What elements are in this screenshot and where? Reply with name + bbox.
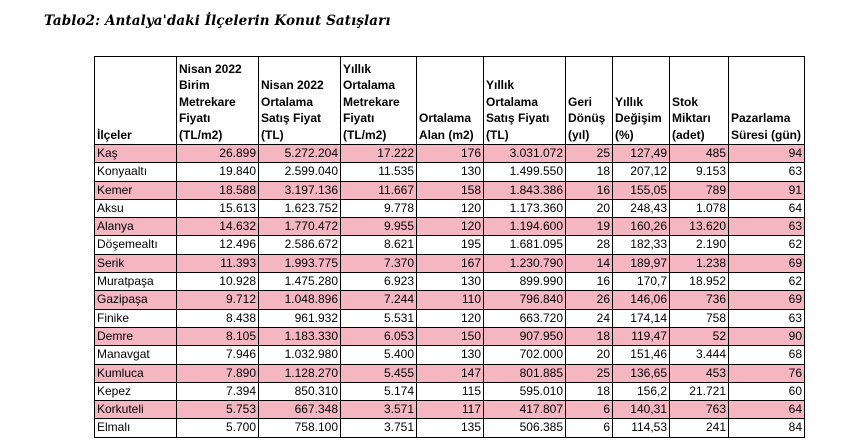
annual-sale-price-cell: 907.950 <box>484 327 566 345</box>
payback-cell: 19 <box>566 218 613 236</box>
annual-sale-price-cell: 1.681.095 <box>484 236 566 254</box>
annual-sale-price-cell: 899.990 <box>484 273 566 291</box>
marketing-duration-cell: 63 <box>729 163 805 181</box>
unit-price-cell: 9.712 <box>177 291 259 309</box>
marketing-duration-cell: 69 <box>729 254 805 272</box>
avg-area-cell: 120 <box>417 199 484 217</box>
annual-change-cell: 156,2 <box>613 382 670 400</box>
table-row <box>95 236 805 254</box>
annual-change-cell: 248,43 <box>613 199 670 217</box>
avg-sale-price-cell: 1.993.775 <box>259 254 341 272</box>
avg-sale-price-cell: 1.475.280 <box>259 273 341 291</box>
district-cell: Döşemealtı <box>95 236 177 254</box>
unit-price-cell: 11.393 <box>177 254 259 272</box>
avg-area-cell: 167 <box>417 254 484 272</box>
avg-sale-price-cell: 1.770.472 <box>259 218 341 236</box>
annual-sqm-price-cell: 3.571 <box>341 401 417 419</box>
annual-sale-price-cell: 1.499.550 <box>484 163 566 181</box>
stock-cell: 52 <box>670 327 729 345</box>
district-cell: Demre <box>95 327 177 345</box>
unit-price-cell: 7.890 <box>177 364 259 382</box>
avg-sale-price-cell: 1.128.270 <box>259 364 341 382</box>
payback-cell: 16 <box>566 273 613 291</box>
marketing-duration-cell: 60 <box>729 382 805 400</box>
annual-change-cell: 140,31 <box>613 401 670 419</box>
annual-sqm-price-cell: 9.955 <box>341 218 417 236</box>
stock-cell: 21.721 <box>670 382 729 400</box>
annual-change-cell: 170,7 <box>613 273 670 291</box>
annual-sqm-price-cell: 8.621 <box>341 236 417 254</box>
district-cell: Elmalı <box>95 419 177 437</box>
district-cell: Kaş <box>95 145 177 163</box>
stock-cell: 241 <box>670 419 729 437</box>
avg-area-cell: 135 <box>417 419 484 437</box>
payback-cell: 14 <box>566 254 613 272</box>
annual-change-cell: 155,05 <box>613 181 670 199</box>
payback-cell: 25 <box>566 145 613 163</box>
table-row <box>95 163 805 181</box>
table-body <box>95 145 805 438</box>
annual-sqm-price-cell: 5.531 <box>341 309 417 327</box>
avg-sale-price-cell: 5.272.204 <box>259 145 341 163</box>
annual-sqm-price-cell: 6.053 <box>341 327 417 345</box>
avg-sale-price-cell: 961.932 <box>259 309 341 327</box>
annual-sqm-price-cell: 17.222 <box>341 145 417 163</box>
avg-area-cell: 195 <box>417 236 484 254</box>
stock-cell: 736 <box>670 291 729 309</box>
annual-change-cell: 114,53 <box>613 419 670 437</box>
annual-change-cell: 151,46 <box>613 346 670 364</box>
district-cell: Alanya <box>95 218 177 236</box>
annual-sale-price-cell: 663.720 <box>484 309 566 327</box>
unit-price-cell: 5.700 <box>177 419 259 437</box>
district-cell: Finike <box>95 309 177 327</box>
housing-sales-table <box>94 56 805 438</box>
annual-sqm-price-cell: 7.370 <box>341 254 417 272</box>
table-row <box>95 419 805 437</box>
table-row <box>95 382 805 400</box>
marketing-duration-cell: 62 <box>729 273 805 291</box>
district-cell: Korkuteli <box>95 401 177 419</box>
marketing-duration-cell: 84 <box>729 419 805 437</box>
table-row <box>95 199 805 217</box>
marketing-duration-cell: 63 <box>729 309 805 327</box>
annual-sqm-price-cell: 5.400 <box>341 346 417 364</box>
district-cell: Konyaaltı <box>95 163 177 181</box>
annual-sale-price-cell: 1.194.600 <box>484 218 566 236</box>
avg-sale-price-cell: 1.623.752 <box>259 199 341 217</box>
unit-price-cell: 5.753 <box>177 401 259 419</box>
table-row <box>95 145 805 163</box>
annual-change-cell: 174,14 <box>613 309 670 327</box>
avg-sale-price-cell: 1.183.330 <box>259 327 341 345</box>
unit-price-cell: 8.438 <box>177 309 259 327</box>
annual-change-cell: 182,33 <box>613 236 670 254</box>
avg-sale-price-cell: 1.032.980 <box>259 346 341 364</box>
district-cell: Kemer <box>95 181 177 199</box>
annual-change-cell: 207,12 <box>613 163 670 181</box>
avg-area-cell: 117 <box>417 401 484 419</box>
avg-area-cell: 120 <box>417 309 484 327</box>
district-cell: Muratpaşa <box>95 273 177 291</box>
col-header-stock-count: Stok Miktarı (adet) <box>670 57 729 145</box>
annual-sqm-price-cell: 5.455 <box>341 364 417 382</box>
stock-cell: 13.620 <box>670 218 729 236</box>
avg-sale-price-cell: 3.197.136 <box>259 181 341 199</box>
table-row <box>95 181 805 199</box>
col-header-annual-change: Yıllık Değişim (%) <box>613 57 670 145</box>
avg-area-cell: 150 <box>417 327 484 345</box>
payback-cell: 16 <box>566 181 613 199</box>
avg-area-cell: 130 <box>417 273 484 291</box>
annual-sale-price-cell: 3.031.072 <box>484 145 566 163</box>
annual-change-cell: 127,49 <box>613 145 670 163</box>
annual-sqm-price-cell: 9.778 <box>341 199 417 217</box>
avg-area-cell: 158 <box>417 181 484 199</box>
marketing-duration-cell: 76 <box>729 364 805 382</box>
stock-cell: 758 <box>670 309 729 327</box>
stock-cell: 18.952 <box>670 273 729 291</box>
stock-cell: 2.190 <box>670 236 729 254</box>
unit-price-cell: 18.588 <box>177 181 259 199</box>
stock-cell: 9.153 <box>670 163 729 181</box>
marketing-duration-cell: 68 <box>729 346 805 364</box>
table-caption: Tablo2: Antalya'daki İlçelerin Konut Satışları <box>44 13 391 29</box>
col-header-unit-price-apr-2022: Nisan 2022 Birim Metrekare Fiyatı (TL/m2) <box>177 57 259 145</box>
marketing-duration-cell: 64 <box>729 401 805 419</box>
unit-price-cell: 19.840 <box>177 163 259 181</box>
table-row <box>95 346 805 364</box>
payback-cell: 20 <box>566 346 613 364</box>
avg-sale-price-cell: 667.348 <box>259 401 341 419</box>
col-header-annual-avg-sale-price: Yıllık Ortalama Satış Fiyatı (TL) <box>484 57 566 145</box>
payback-cell: 26 <box>566 291 613 309</box>
district-cell: Kumluca <box>95 364 177 382</box>
stock-cell: 3.444 <box>670 346 729 364</box>
district-cell: Kepez <box>95 382 177 400</box>
annual-sale-price-cell: 1.173.360 <box>484 199 566 217</box>
unit-price-cell: 14.632 <box>177 218 259 236</box>
col-header-avg-sale-price-apr-2022: Nisan 2022 Ortalama Satış Fiyat (TL) <box>259 57 341 145</box>
marketing-duration-cell: 69 <box>729 291 805 309</box>
col-header-avg-area: Ortalama Alan (m2) <box>417 57 484 145</box>
payback-cell: 20 <box>566 199 613 217</box>
table-row <box>95 364 805 382</box>
avg-area-cell: 130 <box>417 163 484 181</box>
avg-area-cell: 147 <box>417 364 484 382</box>
unit-price-cell: 15.613 <box>177 199 259 217</box>
payback-cell: 25 <box>566 364 613 382</box>
marketing-duration-cell: 90 <box>729 327 805 345</box>
avg-sale-price-cell: 1.048.896 <box>259 291 341 309</box>
stock-cell: 789 <box>670 181 729 199</box>
annual-sale-price-cell: 801.885 <box>484 364 566 382</box>
unit-price-cell: 10.928 <box>177 273 259 291</box>
annual-sqm-price-cell: 11.667 <box>341 181 417 199</box>
table-row <box>95 327 805 345</box>
avg-area-cell: 120 <box>417 218 484 236</box>
stock-cell: 763 <box>670 401 729 419</box>
unit-price-cell: 8.105 <box>177 327 259 345</box>
unit-price-cell: 7.394 <box>177 382 259 400</box>
annual-sqm-price-cell: 7.244 <box>341 291 417 309</box>
header-row <box>95 57 805 145</box>
unit-price-cell: 26.899 <box>177 145 259 163</box>
marketing-duration-cell: 91 <box>729 181 805 199</box>
annual-change-cell: 189,97 <box>613 254 670 272</box>
avg-sale-price-cell: 850.310 <box>259 382 341 400</box>
annual-sale-price-cell: 1.230.790 <box>484 254 566 272</box>
payback-cell: 6 <box>566 401 613 419</box>
annual-sale-price-cell: 796.840 <box>484 291 566 309</box>
annual-sale-price-cell: 1.843.386 <box>484 181 566 199</box>
district-cell: Manavgat <box>95 346 177 364</box>
table-row <box>95 273 805 291</box>
district-cell: Serik <box>95 254 177 272</box>
annual-change-cell: 160,26 <box>613 218 670 236</box>
stock-cell: 1.078 <box>670 199 729 217</box>
district-cell: Gazipaşa <box>95 291 177 309</box>
avg-area-cell: 110 <box>417 291 484 309</box>
table-row <box>95 309 805 327</box>
annual-change-cell: 146,06 <box>613 291 670 309</box>
annual-sale-price-cell: 417.807 <box>484 401 566 419</box>
annual-sqm-price-cell: 6.923 <box>341 273 417 291</box>
unit-price-cell: 7.946 <box>177 346 259 364</box>
avg-area-cell: 115 <box>417 382 484 400</box>
district-cell: Aksu <box>95 199 177 217</box>
col-header-marketing-duration: Pazarlama Süresi (gün) <box>729 57 805 145</box>
col-header-district: İlçeler <box>95 57 177 145</box>
marketing-duration-cell: 94 <box>729 145 805 163</box>
payback-cell: 18 <box>566 163 613 181</box>
table-row <box>95 218 805 236</box>
annual-change-cell: 136,65 <box>613 364 670 382</box>
marketing-duration-cell: 62 <box>729 236 805 254</box>
col-header-payback-years: Geri Dönüş (yıl) <box>566 57 613 145</box>
table-row <box>95 254 805 272</box>
payback-cell: 18 <box>566 327 613 345</box>
unit-price-cell: 12.496 <box>177 236 259 254</box>
stock-cell: 1.238 <box>670 254 729 272</box>
annual-sale-price-cell: 702.000 <box>484 346 566 364</box>
annual-change-cell: 119,47 <box>613 327 670 345</box>
marketing-duration-cell: 63 <box>729 218 805 236</box>
payback-cell: 6 <box>566 419 613 437</box>
avg-area-cell: 130 <box>417 346 484 364</box>
avg-sale-price-cell: 758.100 <box>259 419 341 437</box>
annual-sale-price-cell: 595.010 <box>484 382 566 400</box>
avg-sale-price-cell: 2.586.672 <box>259 236 341 254</box>
table-row <box>95 291 805 309</box>
payback-cell: 24 <box>566 309 613 327</box>
marketing-duration-cell: 64 <box>729 199 805 217</box>
stock-cell: 485 <box>670 145 729 163</box>
avg-area-cell: 176 <box>417 145 484 163</box>
table-row <box>95 401 805 419</box>
payback-cell: 18 <box>566 382 613 400</box>
avg-sale-price-cell: 2.599.040 <box>259 163 341 181</box>
annual-sqm-price-cell: 11.535 <box>341 163 417 181</box>
annual-sqm-price-cell: 3.751 <box>341 419 417 437</box>
col-header-annual-avg-sqm-price: Yıllık Ortalama Metrekare Fiyatı (TL/m2) <box>341 57 417 145</box>
payback-cell: 28 <box>566 236 613 254</box>
annual-sale-price-cell: 506.385 <box>484 419 566 437</box>
annual-sqm-price-cell: 5.174 <box>341 382 417 400</box>
stock-cell: 453 <box>670 364 729 382</box>
